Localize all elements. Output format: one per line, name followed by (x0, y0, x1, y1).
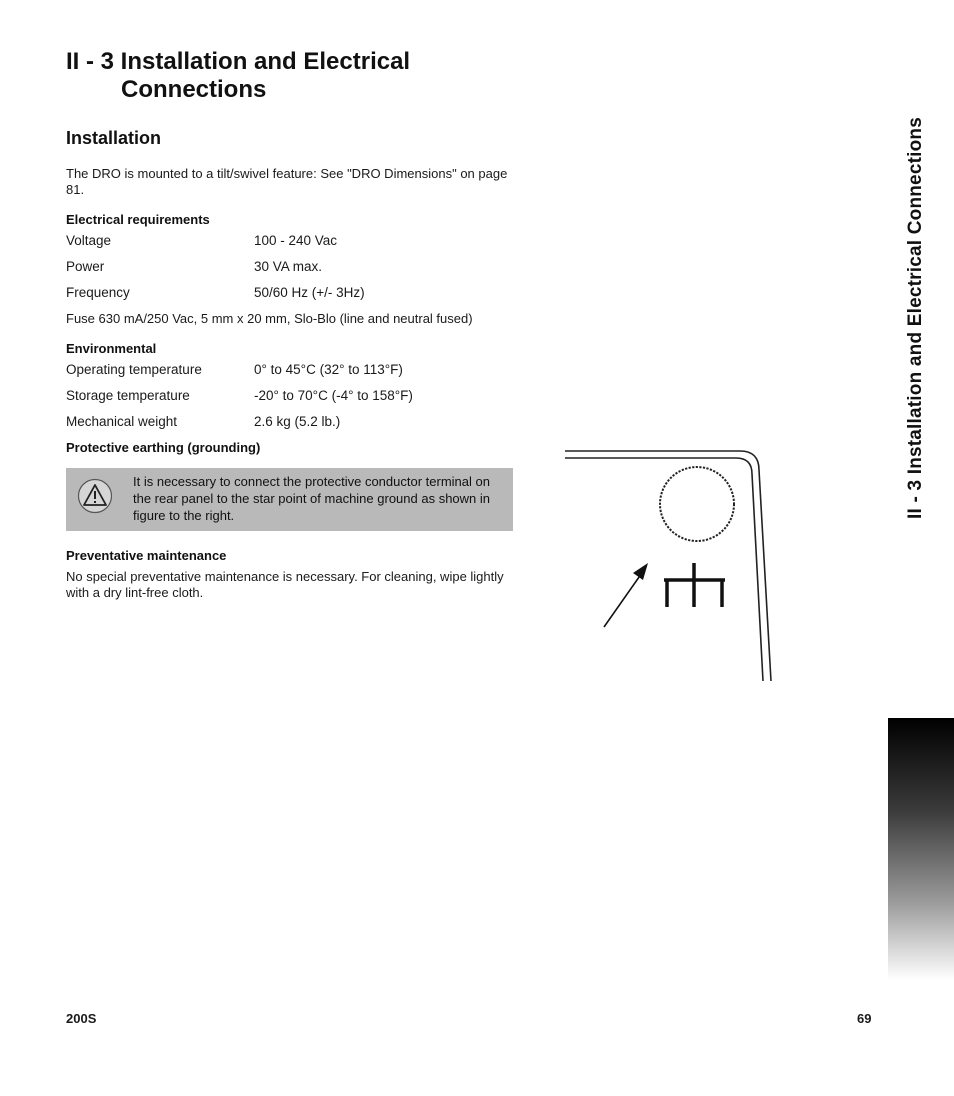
maintenance-heading: Preventative maintenance (66, 548, 227, 563)
page-title-line1: II - 3 Installation and Electrical (66, 48, 411, 75)
panel-outline-outer (565, 451, 771, 681)
sidebar-chapter-title: II - 3 Installation and Electrical Connections (905, 117, 926, 519)
ground-symbol-icon (664, 563, 725, 607)
spec-label: Mechanical weight (66, 414, 178, 429)
grounding-figure (560, 445, 780, 685)
spec-value: 0° to 45°C (32° to 113°F) (254, 362, 403, 377)
warning-triangle-icon (77, 478, 113, 514)
environmental-heading: Environmental (66, 341, 157, 356)
footer-product: 200S (66, 1011, 97, 1026)
warning-text: It is necessary to connect the protective conductor terminal on the rear panel to the star point of machine ground as shown in figure to the right. (133, 474, 490, 523)
page-title-line2: Connections (121, 76, 267, 103)
warning-box (66, 468, 513, 531)
page-title (66, 48, 410, 104)
fuse-spec: Fuse 630 mA/250 Vac, 5 mm x 20 mm, Slo-Blo (line and neutral fused) (66, 311, 473, 326)
pointer-arrow-line (604, 570, 644, 627)
footer-page-number: 69 (857, 1011, 872, 1026)
intro-text: The DRO is mounted to a tilt/swivel feature: See "DRO Dimensions" on page 81. (66, 166, 508, 197)
terminal-circle (660, 467, 734, 541)
pointer-arrow-head (633, 563, 648, 580)
spec-value: -20° to 70°C (-4° to 158°F) (254, 388, 413, 403)
electrical-heading: Electrical requirements (66, 212, 210, 227)
spec-label: Frequency (66, 285, 130, 300)
section-title: Installation (66, 128, 162, 148)
grounding-heading: Protective earthing (grounding) (66, 440, 261, 455)
sidebar-thumb-tab (888, 718, 954, 980)
panel-outline-inner (565, 458, 763, 681)
spec-value: 100 - 240 Vac (254, 233, 338, 248)
maintenance-text: No special preventative maintenance is necessary. For cleaning, wipe lightly with a dry lint-free cloth. (66, 569, 504, 600)
spec-label: Voltage (66, 233, 112, 248)
spec-label: Power (66, 259, 105, 274)
spec-value: 30 VA max. (254, 259, 323, 274)
spec-label: Storage temperature (66, 388, 190, 403)
spec-label: Operating temperature (66, 362, 202, 377)
spec-value: 2.6 kg (5.2 lb.) (254, 414, 341, 429)
spec-value: 50/60 Hz (+/- 3Hz) (254, 285, 365, 300)
